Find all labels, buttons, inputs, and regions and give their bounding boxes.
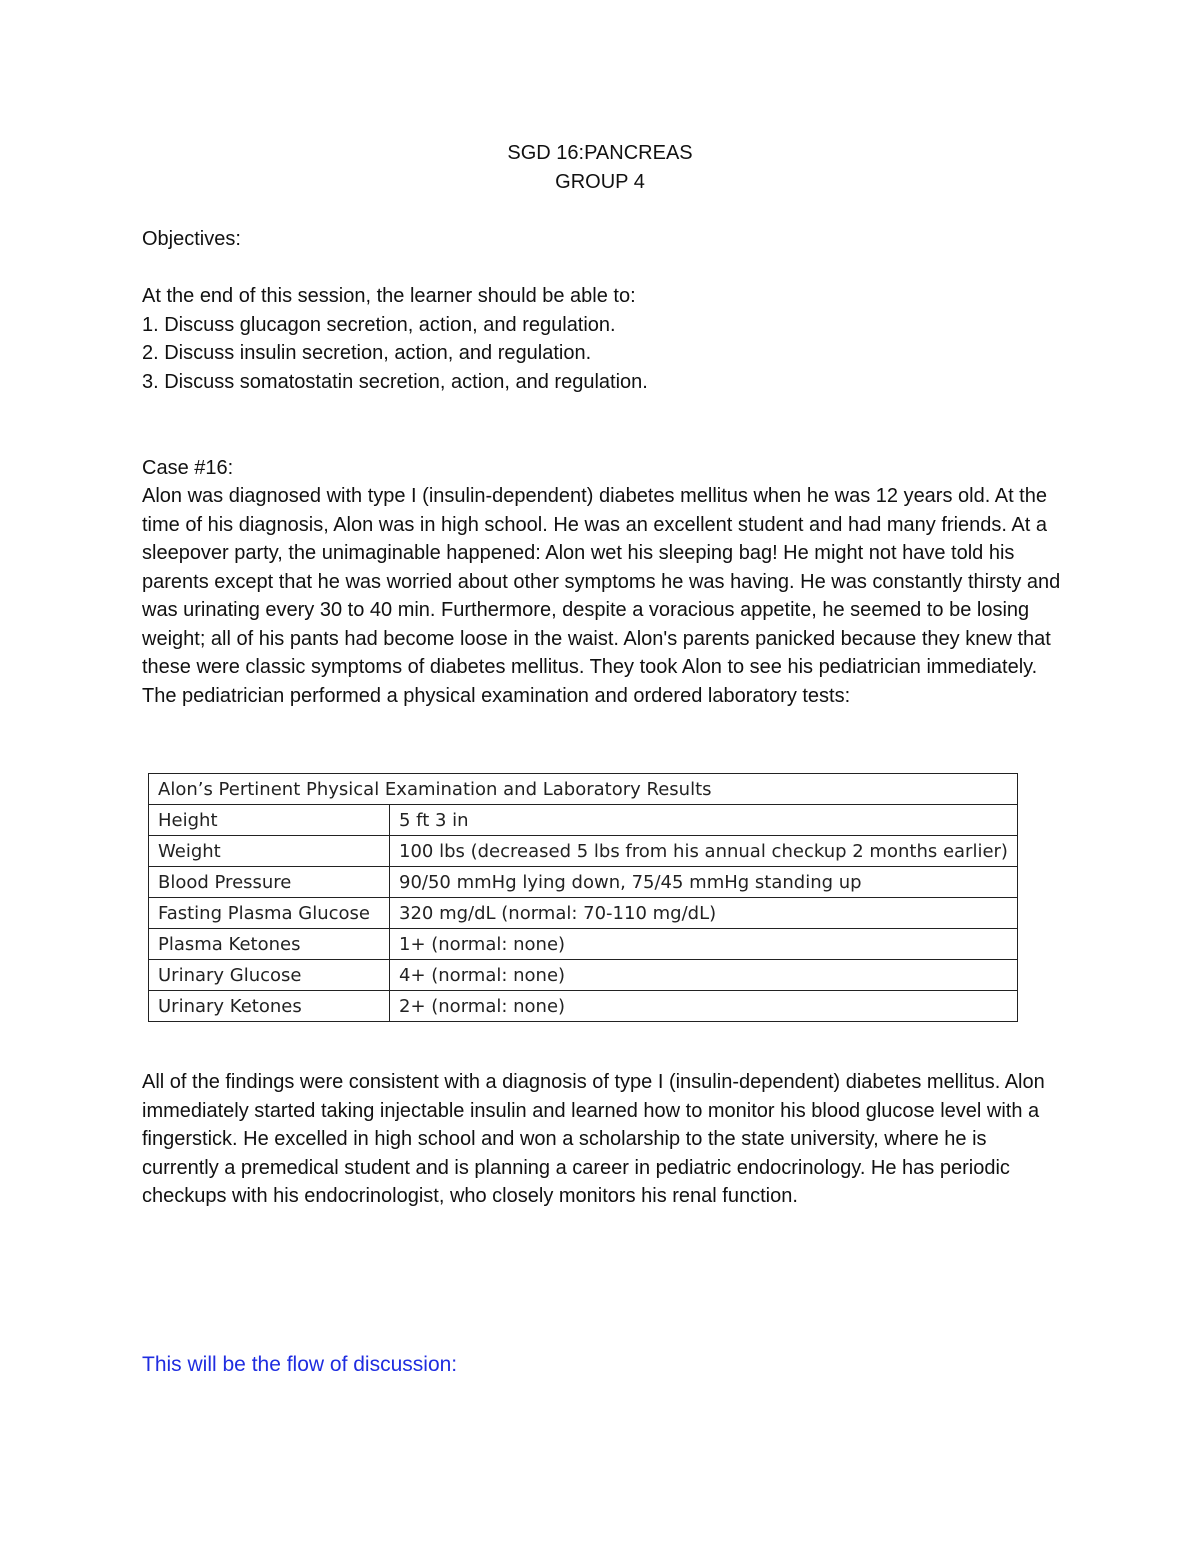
objectives-section	[142, 282, 1062, 396]
table-header-row	[149, 774, 1018, 805]
row-label: Fasting Plasma Glucose	[149, 898, 390, 929]
row-value: 1+ (normal: none)	[390, 929, 1018, 960]
row-value: 5 ft 3 in	[390, 805, 1018, 836]
title-block	[0, 139, 1200, 197]
row-label: Height	[149, 805, 390, 836]
row-label: Urinary Ketones	[149, 991, 390, 1022]
flow-heading: This will be the flow of discussion:	[142, 1353, 458, 1376]
table-row	[149, 929, 1018, 960]
case-paragraph: Alon was diagnosed with type I (insulin-dependent) diabetes mellitus when he was 12 years old. At the time of his diagnosis, Alon was in high school. He was an excellent student and had many friends. At a sleepover party, the unimaginable happened: Alon wet his sleeping bag! He might not have told his parents except that he was worried about other symptoms he was having. He was constantly thirsty and was urinating every 30 to 40 min. Furthermore, despite a voracious appetite, he seemed to be losing weight; all of his pants had become loose in the waist. Alon's parents panicked because they knew that these were classic symptoms of diabetes mellitus. They took Alon to see his pediatrician immediately. The pediatrician performed a physical examination and ordered laboratory tests:	[142, 485, 1061, 707]
table-row	[149, 836, 1018, 867]
objectives-heading: Objectives:	[142, 228, 241, 250]
table-row	[149, 991, 1018, 1022]
row-label: Blood Pressure	[149, 867, 390, 898]
objective-item: 1. Discuss glucagon secretion, action, and regulation.	[142, 313, 616, 336]
table-row	[149, 867, 1018, 898]
row-value: 4+ (normal: none)	[390, 960, 1018, 991]
case-heading: Case #16:	[142, 457, 234, 479]
lab-results-table	[148, 773, 1018, 1022]
row-value: 100 lbs (decreased 5 lbs from his annual checkup 2 months earlier)	[390, 836, 1018, 867]
table-title: Alon’s Pertinent Physical Examination and Laboratory Results	[149, 774, 1018, 805]
case-description	[142, 482, 1062, 710]
row-value: 90/50 mmHg lying down, 75/45 mmHg standing up	[390, 867, 1018, 898]
table-row	[149, 960, 1018, 991]
objectives-intro: At the end of this session, the learner should be able to:	[142, 285, 636, 307]
row-label: Weight	[149, 836, 390, 867]
objective-list	[142, 311, 1062, 397]
objective-item: 2. Discuss insulin secretion, action, and regulation.	[142, 342, 592, 364]
row-value: 2+ (normal: none)	[390, 991, 1018, 1022]
row-label: Urinary Glucose	[149, 960, 390, 991]
row-label: Plasma Ketones	[149, 929, 390, 960]
group-label: GROUP 4	[555, 171, 645, 193]
findings-section	[142, 1068, 1062, 1211]
objective-item: 3. Discuss somatostatin secretion, action, and regulation.	[142, 370, 648, 393]
findings-paragraph: All of the findings were consistent with a diagnosis of type I (insulin-dependent) diabetes mellitus. Alon immediately started taking injectable insulin and learned how to monitor his blood glucose level with a fingerstick. He excelled in high school and won a scholarship to the state university, where he is currently a premedical student and is planning a career in pediatric endocrinology. He has periodic checkups with his endocrinologist, who closely monitors his renal function.	[142, 1071, 1045, 1207]
table-row	[149, 898, 1018, 929]
document-title: SGD 16:PANCREAS	[507, 142, 693, 164]
row-value: 320 mg/dL (normal: 70-110 mg/dL)	[390, 898, 1018, 929]
table-row	[149, 805, 1018, 836]
